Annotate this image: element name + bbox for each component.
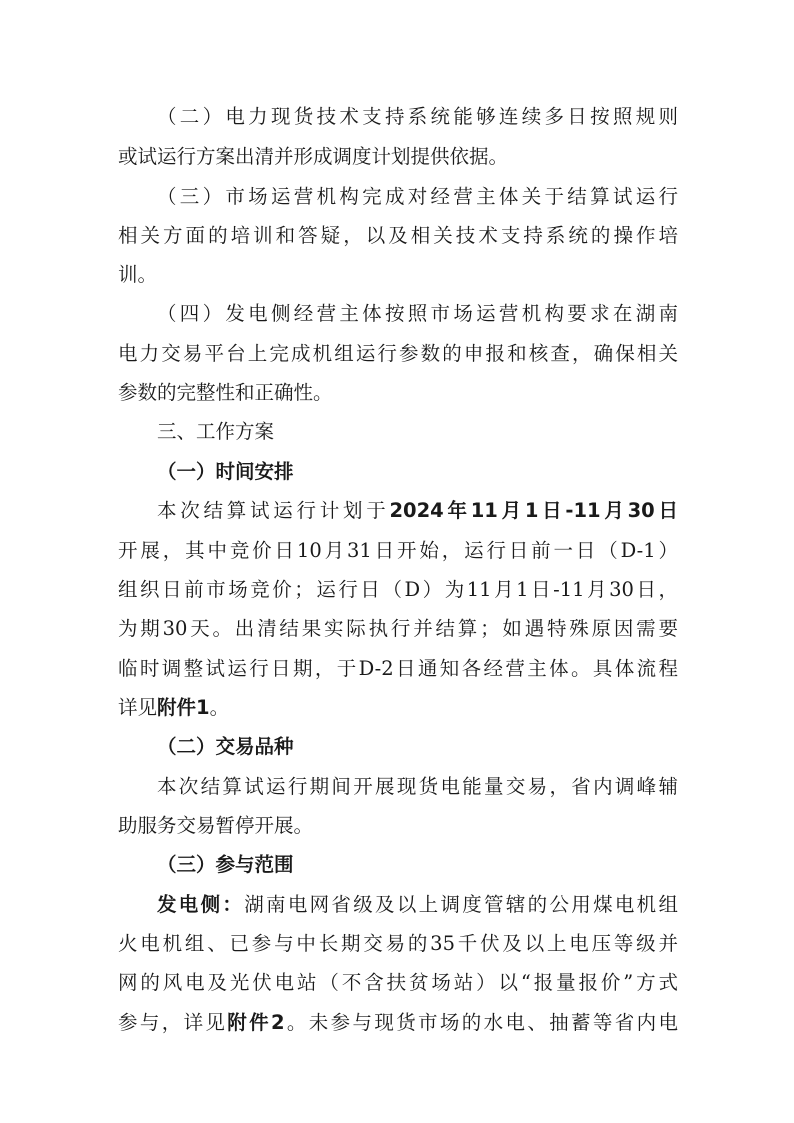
- sub-1-line-6: [118, 694, 678, 724]
- para-4-line-1: （四）发电侧经营主体按照市场运营机构要求在湖南: [157, 302, 678, 325]
- sub-3-line-1: [157, 891, 678, 921]
- attachment-2-ref: 附件2: [227, 1011, 285, 1034]
- para-3-line-3: 训。: [118, 263, 158, 286]
- attachment-1-ref: 附件1: [157, 696, 210, 719]
- generation-side-label: 发电侧：: [157, 893, 245, 916]
- sub-3-title: （三）参与范围: [157, 853, 294, 876]
- para-4-line-3: 参数的完整性和正确性。: [118, 381, 333, 404]
- sub-3-line-3: 网的风电及光伏电站（不含扶贫场站）以“报量报价”方式: [118, 971, 678, 994]
- sub-3-line-2: 火电机组、已参与中长期交易的35千伏及以上电压等级并: [118, 932, 678, 955]
- sub-3-line-4-end: 。未参与现货市场的水电、抽蓄等省内电: [284, 1011, 678, 1034]
- sub-1-line-6-end: 。: [209, 696, 230, 719]
- sub-1-line-1: [157, 497, 678, 527]
- sub-3-line-4: [118, 1009, 678, 1039]
- para-3-line-2: 相关方面的培训和答疑，以及相关技术支持系统的操作培: [118, 224, 678, 247]
- para-2-line-1: （二）电力现货技术支持系统能够连续多日按照规则: [157, 105, 678, 128]
- sub-1-line-2: 开展，其中竞价日10月31日开始，运行日前一日（D-1）: [118, 539, 678, 562]
- sub-1-line-4: 为期30天。出清结果实际执行并结算；如遇特殊原因需要: [118, 617, 678, 640]
- sub-2-title: （二）交易品种: [157, 735, 294, 758]
- para-4-line-2: 电力交易平台上完成机组运行参数的申报和核查，确保相关: [118, 342, 678, 365]
- section-3-title: 三、工作方案: [157, 420, 275, 443]
- sub-1-line-5: 临时调整试运行日期，于D-2日通知各经营主体。具体流程: [118, 657, 678, 680]
- trial-period-dates: 2024年11月1日-11月30日: [389, 499, 678, 522]
- sub-3-line-1-text: 湖南电网省级及以上调度管辖的公用煤电机组: [244, 893, 678, 916]
- para-3-line-1: （三）市场运营机构完成对经营主体关于结算试运行: [157, 185, 678, 208]
- sub-3-line-4-text: 参与，详见: [118, 1011, 228, 1034]
- sub-1-line-6-text: 详见: [118, 696, 158, 719]
- sub-1-line-1-text: 本次结算试运行计划于: [157, 499, 390, 522]
- para-2-line-2: 或试运行方案出清并形成调度计划提供依据。: [118, 145, 509, 168]
- sub-1-title: （一）时间安排: [157, 460, 294, 483]
- sub-2-line-2: 助服务交易暂停开展。: [118, 814, 314, 837]
- sub-1-line-3: 组织日前市场竞价；运行日（D）为11月1日-11月30日，: [118, 578, 678, 601]
- sub-2-line-1: 本次结算试运行期间开展现货电能量交易，省内调峰辅: [157, 775, 678, 798]
